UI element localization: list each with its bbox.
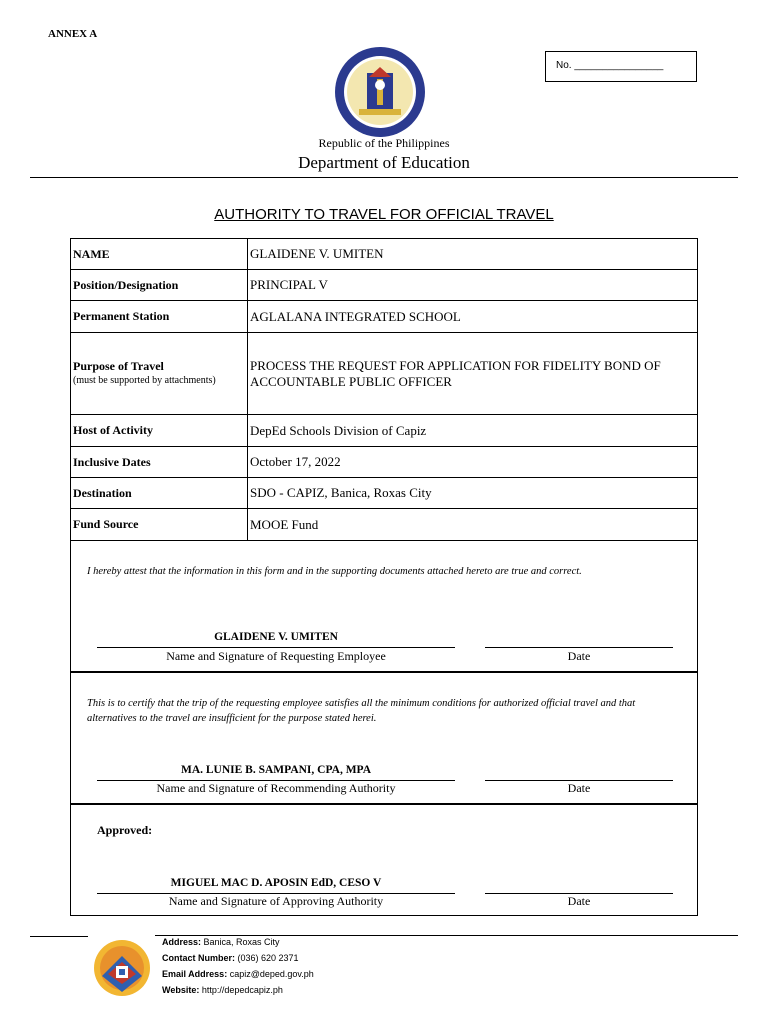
signature-caption: Name and Signature of Approving Authority xyxy=(168,894,384,908)
date-caption: Date xyxy=(567,894,591,908)
deped-seal-logo xyxy=(333,45,427,139)
document-number-box: No. ________________ xyxy=(545,51,697,82)
certification-text: This is to certify that the trip of the requesting employee satisfies all the minimum conditions for authorized official travel and that alternatives to the travel are insufficient for the purpose stated herei. xyxy=(87,698,636,724)
travel-info-table xyxy=(70,238,698,541)
approval-panel xyxy=(70,804,698,916)
row-label: Inclusive Dates xyxy=(71,447,248,478)
signature-caption: Name and Signature of Recommending Authority xyxy=(156,781,396,795)
approving-authority-name: MIGUEL MAC D. APOSIN EdD, CESO V xyxy=(170,877,382,889)
department-heading: Department of Education xyxy=(298,153,470,172)
approved-label: Approved: xyxy=(97,823,153,837)
footer-email: Email Address: capiz@deped.gov.ph xyxy=(162,969,314,979)
form-title xyxy=(0,206,768,223)
header-divider xyxy=(30,177,738,178)
footer-contact-number: Contact Number: (036) 620 2371 xyxy=(162,953,299,963)
row-value: PROCESS THE REQUEST FOR APPLICATION FOR FIDELITY BOND OF ACCOUNTABLE PUBLIC OFFICER xyxy=(248,333,698,415)
row-label: Host of Activity xyxy=(71,415,248,447)
table-row xyxy=(71,478,698,509)
republic-heading: Republic of the Philippines xyxy=(318,136,450,150)
requesting-employee-name: GLAIDENE V. UMITEN xyxy=(214,631,338,643)
table-row xyxy=(71,415,698,447)
table-row xyxy=(71,301,698,333)
row-value: SDO - CAPIZ, Banica, Roxas City xyxy=(248,478,698,509)
recommending-authority-name: MA. LUNIE B. SAMPANI, CPA, MPA xyxy=(180,764,372,776)
row-value: GLAIDENE V. UMITEN xyxy=(248,239,698,270)
table-row xyxy=(71,239,698,270)
date-line xyxy=(485,647,673,648)
row-label: NAME xyxy=(71,239,248,270)
table-row xyxy=(71,333,698,415)
purpose-sublabel: (must be supported by attachments) xyxy=(73,375,216,386)
row-value: AGLALANA INTEGRATED SCHOOL xyxy=(248,301,698,333)
table-row xyxy=(71,509,698,541)
date-caption: Date xyxy=(567,781,591,795)
row-value: October 17, 2022 xyxy=(248,447,698,478)
table-row xyxy=(71,447,698,478)
table-row xyxy=(71,270,698,301)
footer-divider-left xyxy=(30,936,88,937)
purpose-label: Purpose of Travel xyxy=(73,359,164,373)
footer-contact xyxy=(162,934,314,998)
row-label xyxy=(71,333,248,415)
attestation-panel xyxy=(70,540,698,672)
row-label: Position/Designation xyxy=(71,270,248,301)
certification-panel xyxy=(70,672,698,804)
row-value: MOOE Fund xyxy=(248,509,698,541)
annex-label: ANNEX A xyxy=(48,28,98,40)
row-label: Destination xyxy=(71,478,248,509)
form-title-text: AUTHORITY TO TRAVEL FOR OFFICIAL TRAVEL xyxy=(214,206,554,223)
row-value: PRINCIPAL V xyxy=(248,270,698,301)
footer-website: Website: http://depedcapiz.ph xyxy=(162,985,283,995)
attestation-text: I hereby attest that the information in this form and in the supporting documents attached hereto are true and correct. xyxy=(87,566,582,577)
row-value: DepEd Schools Division of Capiz xyxy=(248,415,698,447)
footer-address: Address: Banica, Roxas City xyxy=(162,937,280,947)
division-logo xyxy=(88,936,156,1000)
signature-caption: Name and Signature of Requesting Employee xyxy=(166,649,386,663)
signature-line xyxy=(97,647,455,648)
date-caption: Date xyxy=(567,649,591,663)
row-label: Fund Source xyxy=(71,509,248,541)
row-label: Permanent Station xyxy=(71,301,248,333)
